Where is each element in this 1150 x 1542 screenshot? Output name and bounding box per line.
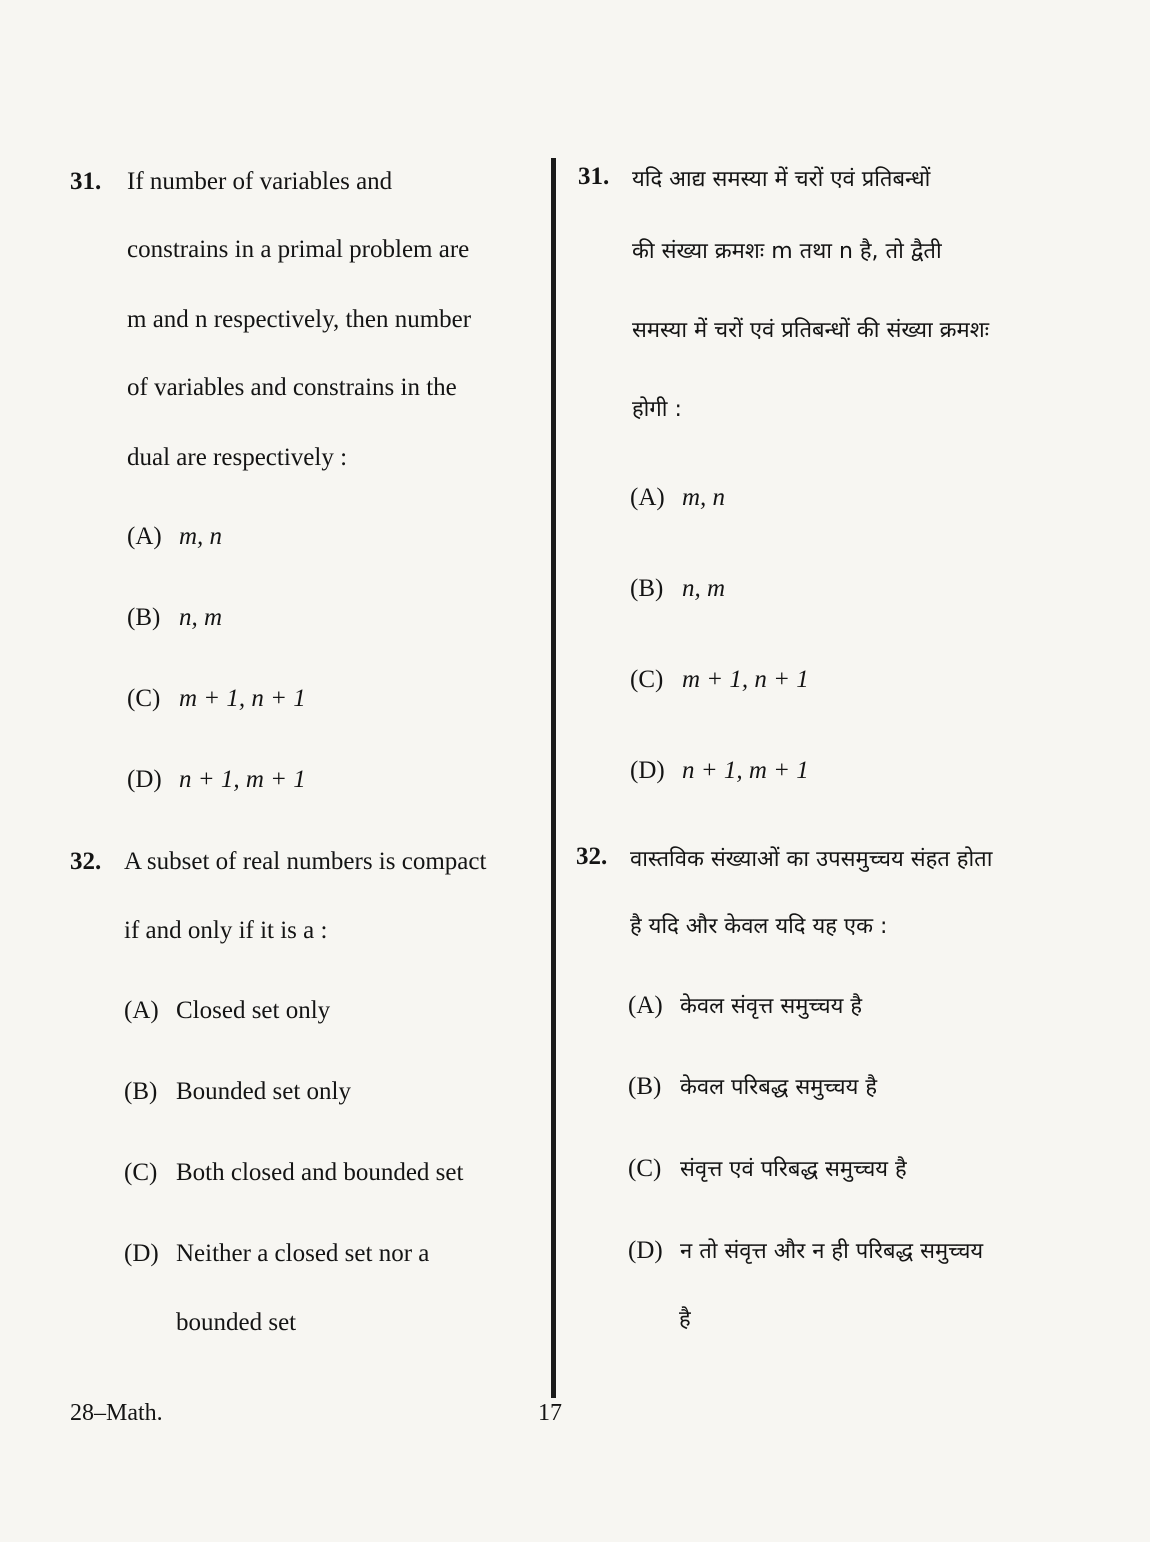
answer-option[interactable] [630,666,809,694]
question-stem-line: यदि आद्य समस्या में चरों एवं प्रतिबन्धों [632,167,931,192]
option-text: n, m [682,575,726,602]
answer-option[interactable] [628,1235,983,1265]
option-text: केवल संवृत्त समुच्चय है [680,994,863,1019]
question-stem-line: of variables and constrains in the [127,374,457,401]
option-label: (D) [630,757,665,784]
question-number: 31. [70,168,102,195]
question-stem-line: if and only if it is a : [124,917,328,944]
question-stem-line: dual are respectively : [127,444,348,471]
option-text: m + 1, n + 1 [682,666,809,693]
option-label: (A) [628,992,663,1019]
option-text: केवल परिबद्ध समुच्चय है [680,1075,878,1100]
option-label: (D) [127,766,162,793]
answer-option[interactable] [124,1078,351,1106]
answer-option[interactable] [124,997,330,1025]
option-label: (C) [124,1159,158,1186]
answer-option[interactable] [124,1159,463,1187]
option-text: m, n [682,484,726,511]
option-text-continuation: है [679,1307,691,1332]
option-text: n + 1, m + 1 [682,757,809,784]
option-text: m + 1, n + 1 [179,685,306,712]
answer-option[interactable] [630,757,809,785]
question-number: 31. [578,163,610,190]
option-text: Both closed and bounded set [176,1159,464,1186]
answer-option[interactable] [630,484,725,512]
question-stem-line: होगी : [632,397,682,422]
answer-option[interactable] [628,1153,907,1183]
option-label: (D) [124,1240,159,1267]
option-text: Closed set only [176,997,331,1024]
answer-option[interactable] [628,1071,877,1101]
option-label: (B) [628,1073,662,1100]
answer-option[interactable] [124,1240,429,1268]
option-text: n + 1, m + 1 [179,766,306,793]
answer-option[interactable] [630,575,725,603]
option-text-continuation: bounded set [176,1309,297,1336]
question-stem-line: constrains in a primal problem are [127,236,470,263]
option-label: (A) [127,523,162,550]
option-text: Bounded set only [176,1078,351,1105]
question-stem-line: वास्तविक संख्याओं का उपसमुच्चय संहत होता [630,847,993,872]
question-stem-line: m and n respectively, then number [127,306,472,333]
page-number: 17 [538,1400,562,1426]
option-text: m, n [179,523,223,550]
option-label: (C) [630,666,664,693]
answer-option[interactable] [628,990,862,1020]
option-text: संवृत्त एवं परिबद्ध समुच्चय है [680,1157,907,1182]
option-label: (C) [628,1155,662,1182]
option-text: न तो संवृत्त और न ही परिबद्ध समुच्चय [680,1239,984,1264]
paper-code: 28–Math. [70,1400,163,1426]
answer-option[interactable] [127,766,306,794]
question-stem-line: है यदि और केवल यदि यह एक : [630,914,888,939]
option-label: (A) [124,997,159,1024]
option-label: (A) [630,484,665,511]
question-stem-line: If number of variables and [127,168,393,195]
question-stem-line: की संख्या क्रमशः m तथा n है, तो द्वैती [632,239,942,264]
answer-option[interactable] [127,604,222,632]
question-stem-line: समस्या में चरों एवं प्रतिबन्धों की संख्या क्रमशः [632,318,990,343]
option-label: (B) [630,575,664,602]
option-text: n, m [179,604,223,631]
option-label: (C) [127,685,161,712]
column-divider [551,158,556,1398]
option-text: Neither a closed set nor a [176,1240,430,1267]
answer-option[interactable] [127,685,306,713]
question-number: 32. [576,843,608,870]
option-label: (B) [124,1078,158,1105]
question-stem-line: A subset of real numbers is compact [124,848,487,875]
option-label: (D) [628,1237,663,1264]
option-label: (B) [127,604,161,631]
answer-option[interactable] [127,523,222,551]
question-number: 32. [70,848,102,875]
